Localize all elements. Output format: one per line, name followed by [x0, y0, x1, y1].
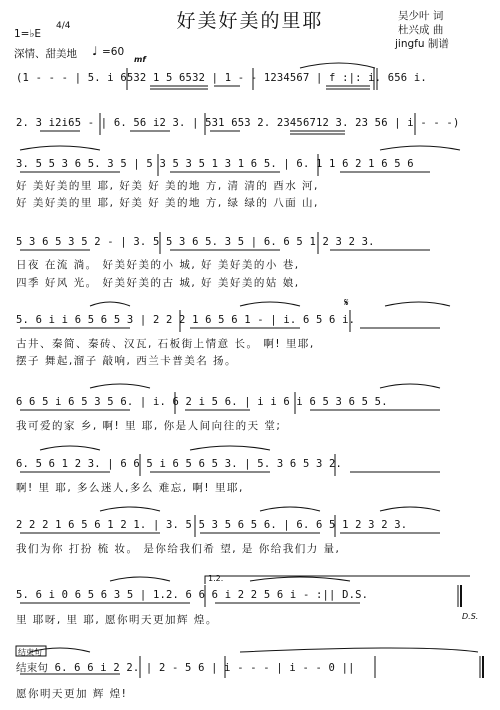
staff-6-notes: 6 6 5 i 6 5 3 5 6. | i. 6 2 i 5 6. | i i 6 i 6 5 3 6 5 5.	[16, 396, 388, 408]
composer-credit: 杜兴成 曲	[398, 24, 444, 36]
staff-2-notes: 2. 3 i2i65 - | 6. 56 i2 3. | 531 653 2. 23456712 3. 23 56 | i - - -)	[16, 117, 460, 129]
staff-3-notes: 3. 5 5 3 6 5. 3 5 | 5 3 5 3 5 1 3 1 6 5. | 6. 1 1 6 2 1 6 5 6	[16, 158, 414, 170]
quarter-note-icon: ♩	[92, 44, 98, 58]
staff-5-lyric-1: 古井、秦简、秦砖、汉瓦, 石板街上情意 长。 啊! 里耶,	[16, 338, 315, 350]
staff-8-notes: 2 2 2 1 6 5 6 1 2 1. | 3. 5 5 3 5 6 5 6. | 6. 6 5 1 2 3 2 3.	[16, 519, 408, 531]
staff-5-notes: 5. 6 i i 6 5 6 5 3 | 2 2 2 1 6 5 6 1 - | i. 6 5 6 i.	[16, 314, 356, 326]
staff-9-lyric-1: 里 耶呀, 里 耶, 愿你明天更加辉 煌。	[16, 614, 218, 626]
staff-10-lyric-1: 愿你明天更加 辉 煌!	[16, 688, 128, 700]
staff-3-lyric-2: 好 美好美的里 耶, 好美 好 美的地 方, 绿 绿的 八面 山,	[16, 197, 319, 209]
engraver-credit: jingfu 制谱	[395, 38, 449, 50]
lyricist-credit: 吴少叶 词	[398, 10, 444, 22]
tempo-mark: =60	[102, 46, 125, 58]
staff-6-lyric-1: 我可爱的家 乡, 啊! 里 耶, 你是人间向往的天 堂;	[16, 420, 282, 432]
staff-4-notes: 5 3 6 5 3 5 2 - | 3. 5 5 3 6 5. 3 5 | 6. 6 5 1 2 3 2 3.	[16, 236, 375, 248]
song-title: 好美好美的里耶	[176, 10, 324, 32]
key-signature: 1=♭E	[14, 28, 42, 40]
staff-7-lyric-1: 啊! 里 耶, 多么迷人,多么 难忘, 啊! 里耶,	[16, 482, 244, 494]
staff-3-lyric-1: 好 美好美的里 耶, 好美 好 美的地 方, 清 清的 酉水 河,	[16, 180, 319, 192]
volta-label: 1.2.	[208, 574, 224, 583]
ds-marking: D.S.	[462, 612, 479, 621]
ending-label: 结束句	[18, 648, 42, 657]
staff-4-lyric-2: 四季 好风 光。 好美好美的古 城, 好 美好美的姑 娘,	[16, 277, 300, 289]
staff-5-lyric-2: 摆子 舞起,溜子 敲响, 西兰卡普美名 扬。	[16, 355, 238, 367]
staff-10-notes: 结束句 6. 6 6 i 2 2. | 2 - 5 6 | i - - - | i - - 0 ||	[16, 662, 355, 674]
staff-9-notes: 5. 6 i 0 6 5 6 3 5 | 1.2. 6 6 6 i 2 2 5 6 i - :|| D.S.	[16, 589, 369, 601]
staff-7-notes: 6. 5 6 1 2 3. | 6 6 5 i 6 5 6 5 3. | 5. 3 6 5 3 2.	[16, 458, 343, 470]
staff-4-lyric-1: 日夜 在流 淌。 好美好美的小 城, 好 美好美的小 巷,	[16, 259, 300, 271]
time-signature-text: 4/4	[56, 21, 71, 31]
expression-mark: 深情、甜美地	[14, 48, 77, 60]
staff-1-notes: (1 - - - | 5. i 6532 1 5 6532 | 1 - - 1234567 | f :|: i. 656 i.	[16, 72, 427, 84]
staff-8-lyric-1: 我们为你 打扮 梳 妆。 是你给我们希 望, 是 你给我们力 量,	[16, 543, 341, 555]
dynamic-mark: mf	[134, 55, 146, 64]
segno-sign-icon: 𝄋	[344, 296, 349, 309]
